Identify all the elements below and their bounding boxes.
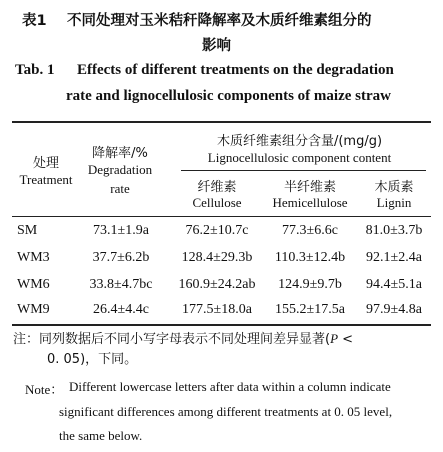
cell-lignin: 92.1±2.4a bbox=[366, 250, 422, 265]
cell-cellulose: 160.9±24.2ab bbox=[178, 277, 256, 292]
note-en-line3: the same below. bbox=[59, 428, 143, 443]
note-cn-p: P bbox=[330, 331, 339, 346]
cell-lignin: 94.4±5.1a bbox=[366, 277, 422, 292]
header-cellulose-en: Cellulose bbox=[192, 195, 242, 210]
cell-hemicellulose: 124.9±9.7b bbox=[278, 277, 342, 292]
top-rule bbox=[12, 121, 431, 123]
cell-rate: 26.4±4.4c bbox=[93, 302, 149, 317]
cell-lignin: 97.9±4.8a bbox=[366, 302, 422, 317]
cell-hemicellulose: 110.3±12.4b bbox=[274, 250, 346, 265]
table-title-en: Effects of different treatments on the degradation bbox=[77, 62, 394, 78]
cell-treatment: WM6 bbox=[17, 277, 50, 292]
cell-cellulose: 76.2±10.7c bbox=[185, 223, 249, 238]
note-cn-lt: < bbox=[338, 332, 354, 347]
note-cn bbox=[13, 329, 353, 350]
note-en-line1: Different lowercase letters after data within a column indicate bbox=[69, 379, 391, 394]
note-cn-line2: 0. 05)，下同。 bbox=[47, 352, 138, 367]
note-cn-text: 注：同列数据后不同小写字母表示不同处理间差异显著( bbox=[13, 332, 331, 347]
cell-treatment: WM3 bbox=[17, 250, 50, 265]
cell-treatment: SM bbox=[17, 223, 38, 238]
header-group-cn: 木质纤维素组分含量/(mg/g) bbox=[216, 134, 383, 149]
cell-lignin: 81.0±3.7b bbox=[365, 223, 423, 238]
header-cellulose-cn: 纤维素 bbox=[197, 180, 237, 195]
cell-rate: 73.1±1.9a bbox=[93, 223, 149, 238]
header-lignin-en: Lignin bbox=[376, 195, 412, 210]
header-rate-cn: 降解率/% bbox=[92, 146, 148, 161]
table-title-en-line2: rate and lignocellulosic components of maize straw bbox=[66, 88, 391, 104]
note-en-line2: significant differences among different treatments at 0. 05 level, bbox=[59, 404, 393, 419]
table-label-en: Tab. 1 bbox=[15, 62, 55, 78]
table-label-cn: 表1 bbox=[22, 13, 47, 29]
table-title-cn-line2: 影响 bbox=[202, 38, 231, 54]
header-rule bbox=[12, 216, 431, 217]
cell-hemicellulose: 155.2±17.5a bbox=[275, 302, 345, 317]
header-rate-en: Degradation bbox=[87, 162, 153, 177]
bottom-rule bbox=[12, 324, 431, 326]
header-lignin-cn: 木质素 bbox=[374, 180, 414, 195]
cell-cellulose: 128.4±29.3b bbox=[181, 250, 253, 265]
cell-cellulose: 177.5±18.0a bbox=[182, 302, 252, 317]
group-subrule bbox=[181, 170, 426, 171]
header-hemicellulose-en: Hemicellulose bbox=[272, 195, 348, 210]
header-treatment-cn: 处理 bbox=[32, 156, 59, 171]
note-en-label: Note： bbox=[25, 382, 64, 397]
header-hemicellulose-cn: 半纤维素 bbox=[283, 180, 336, 195]
header-rate-en-line2: rate bbox=[110, 181, 130, 196]
cell-hemicellulose: 77.3±6.6c bbox=[282, 223, 338, 238]
header-treatment-en: Treatment bbox=[19, 172, 73, 187]
cell-rate: 33.8±4.7bc bbox=[89, 277, 153, 292]
cell-rate: 37.7±6.2b bbox=[92, 250, 150, 265]
table-title-cn: 不同处理对玉米秸秆降解率及木质纤维素组分的 bbox=[67, 13, 372, 29]
cell-treatment: WM9 bbox=[17, 302, 50, 317]
header-group-en: Lignocellulosic component content bbox=[207, 150, 392, 165]
